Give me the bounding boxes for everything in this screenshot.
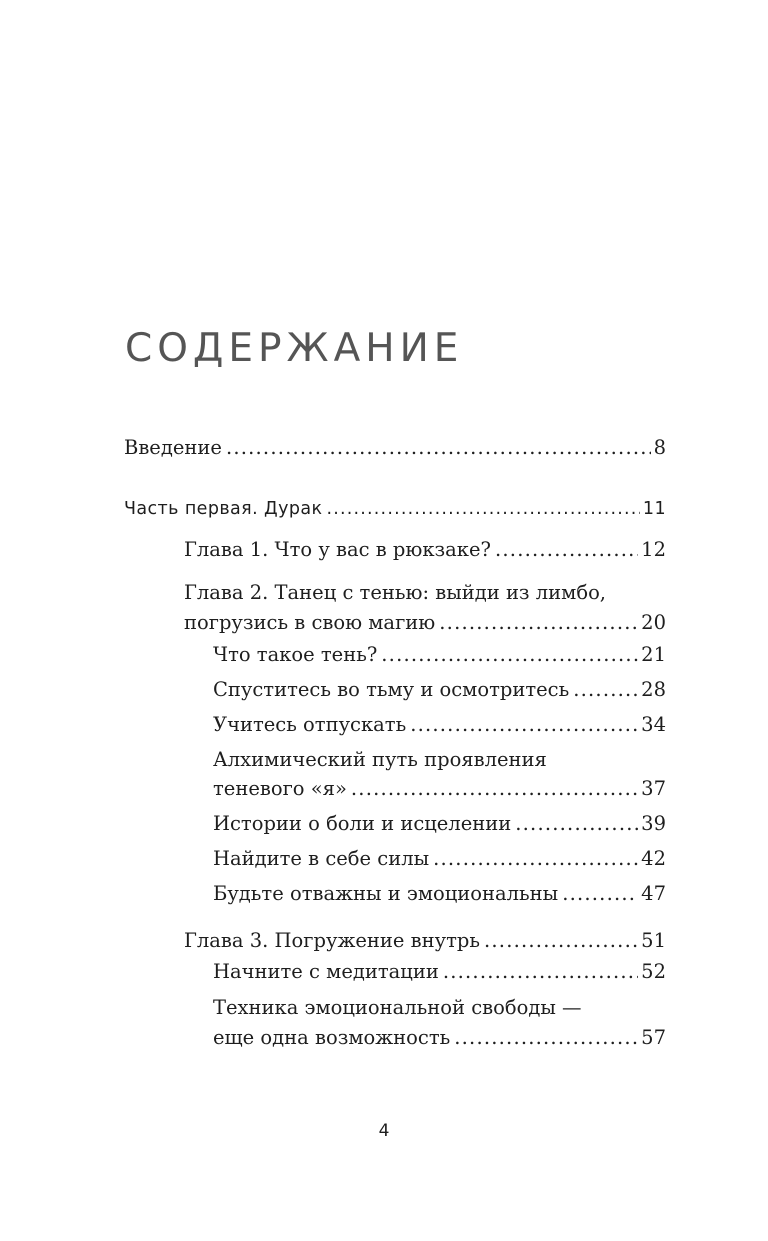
toc-entry-page: 11 [642,499,666,519]
toc-entry-section[interactable] [213,1023,666,1053]
toc-entry-section[interactable] [213,710,666,740]
dot-leader [443,957,638,987]
toc-entry-page: 42 [641,847,666,870]
toc-entry-page: 37 [641,777,666,800]
toc-entry-label: Что такое тень? [213,643,378,666]
toc-entry-section[interactable] [213,809,666,839]
toc-entry-label: Глава 1. Что у вас в рюкзаке? [184,538,491,561]
toc-entry-section[interactable] [213,640,666,670]
toc-entry-section[interactable] [213,774,666,804]
toc-entry-section[interactable] [213,957,666,987]
toc-entry-label: теневого «я» [213,777,347,800]
toc-entry-section[interactable] [213,879,666,909]
toc-entry-label: Спуститесь во тьму и осмотритесь [213,678,570,701]
dot-leader [484,926,638,956]
toc-entry-page: 21 [641,643,666,666]
toc-entry-page: 47 [641,882,666,905]
toc-entry-label: Введение [124,436,222,459]
dot-leader [495,535,638,565]
dot-leader [515,809,638,839]
dot-leader [351,774,638,804]
dot-leader [326,494,639,524]
dot-leader [433,844,638,874]
dot-leader [439,608,638,638]
toc-entry-section[interactable] [213,844,666,874]
toc-entry-introduction[interactable] [124,433,666,463]
toc-entry-page: 12 [641,538,666,561]
toc-entry-label: Глава 3. Погружение внутрь [184,929,480,952]
toc-entry-part-one[interactable] [124,494,666,524]
toc-entry-label: Найдите в себе силы [213,847,430,870]
toc-entry-label: Начните с медитации [213,960,439,983]
toc-entry-page: 20 [641,611,666,634]
page-title: СОДЕРЖАНИЕ [125,326,464,371]
toc-entry-page: 52 [641,960,666,983]
toc-entry-page: 34 [641,713,666,736]
dot-leader [562,879,638,909]
toc-entry-label: Истории о боли и исцелении [213,812,512,835]
toc-entry-chapter-3[interactable] [184,926,666,956]
toc-entry-label: Учитесь отпускать [213,713,407,736]
dot-leader [454,1023,638,1053]
toc-entry-section-line1[interactable]: Техника эмоциональной свободы — [213,996,582,1019]
toc-entry-section-line1[interactable]: Алхимический путь проявления [213,748,547,771]
toc-entry-label: еще одна возможность [213,1026,451,1049]
toc-entry-page: 28 [641,678,666,701]
dot-leader [410,710,638,740]
toc-entry-label: Будьте отважны и эмоциональны [213,882,559,905]
toc-entry-section[interactable] [213,675,666,705]
dot-leader [381,640,638,670]
page-number: 4 [378,1121,390,1141]
toc-entry-chapter-2-line1[interactable]: Глава 2. Танец с тенью: выйди из лимбо, [184,581,607,604]
toc-entry-page: 39 [641,812,666,835]
toc-entry-label: Часть первая. Дурак [124,499,323,519]
toc-entry-label: погрузись в свою магию [184,611,436,634]
toc-entry-page: 8 [653,436,666,459]
toc-entry-chapter-2[interactable] [184,608,666,638]
toc-entry-page: 57 [641,1026,666,1049]
toc-entry-page: 51 [641,929,666,952]
dot-leader [573,675,638,705]
toc-entry-chapter-1[interactable] [184,535,666,565]
dot-leader [226,433,651,463]
